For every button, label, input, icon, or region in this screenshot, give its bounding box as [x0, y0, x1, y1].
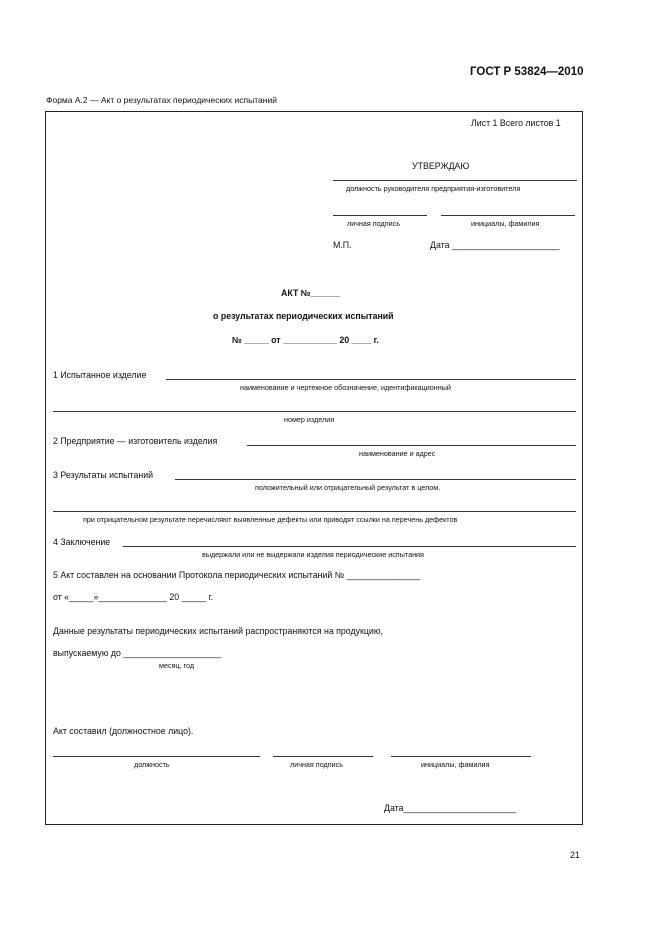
- item4-caption: выдержали или не выдержали изделия периодические испытания: [202, 550, 424, 559]
- item4-label: 4 Заключение: [53, 537, 111, 547]
- form-caption: Форма А.2 — Акт о результатах периодических испытаний: [46, 95, 277, 105]
- compiled-position-caption: должность: [134, 760, 170, 769]
- compiled-initials-caption: инициалы, фамилия: [421, 760, 490, 769]
- item1-label: 1 Испытанное изделие: [53, 370, 147, 380]
- compiled-signature-line: [273, 756, 373, 757]
- item3-caption: положительный или отрицательный результат в целом.: [255, 483, 441, 492]
- validity-caption: месяц, год: [159, 661, 195, 670]
- approval-title: УТВЕРЖДАЮ: [412, 161, 470, 171]
- item1-caption: наименование и чертежное обозначение, идентификационный: [240, 383, 451, 392]
- item3-line: [175, 479, 576, 480]
- page-number: 21: [570, 850, 580, 860]
- sheet-info: Лист 1 Всего листов 1: [471, 118, 561, 128]
- item3-line2: [53, 511, 576, 512]
- act-number-line: № _____ от ___________ 20 ____ г.: [232, 335, 379, 345]
- compiled-signature-caption: личная подпись: [290, 760, 343, 769]
- initials-line: [441, 215, 575, 216]
- validity-released: выпускаемую до ____________________: [53, 648, 222, 658]
- act-title: АКТ №______: [281, 288, 340, 298]
- item3-label: 3 Результаты испытаний: [53, 470, 154, 480]
- validity-text: Данные результаты периодических испытаний распространяются на продукцию,: [53, 626, 383, 636]
- signature-caption: личная подпись: [347, 219, 400, 228]
- compiled-position-line: [53, 756, 260, 757]
- item2-caption: наименование и адрес: [359, 449, 436, 458]
- stamp-label: М.П.: [333, 240, 352, 250]
- position-caption: должность руководителя предприятия-изготовителя: [346, 184, 521, 193]
- signature-line: [333, 215, 427, 216]
- standard-number: ГОСТ Р 53824—2010: [470, 66, 584, 78]
- item2-line: [247, 445, 576, 446]
- compiled-date: Дата_______________________: [384, 803, 517, 813]
- compiled-by: Акт составил (должностное лицо).: [53, 726, 194, 736]
- item3-caption2: при отрицательном результате перечисляют выявленные дефекты или приводят ссылки на перечень дефектов: [83, 515, 458, 524]
- act-subtitle: о результатах периодических испытаний: [213, 311, 394, 321]
- compiled-initials-line: [391, 756, 531, 757]
- item4-line: [123, 546, 576, 547]
- approval-date: Дата ______________________: [430, 240, 560, 250]
- item2-label: 2 Предприятие — изготовитель изделия: [53, 436, 218, 446]
- item1-line2: [53, 411, 576, 412]
- item1-line: [166, 379, 576, 380]
- item1-caption2: номер изделия: [284, 415, 335, 424]
- item5-text: 5 Акт составлен на основании Протокола периодических испытаний № _______________: [53, 570, 421, 580]
- position-line: [333, 180, 577, 181]
- initials-caption: инициалы, фамилия: [471, 219, 540, 228]
- item5-date: от «_____»______________ 20 _____ г.: [53, 592, 214, 602]
